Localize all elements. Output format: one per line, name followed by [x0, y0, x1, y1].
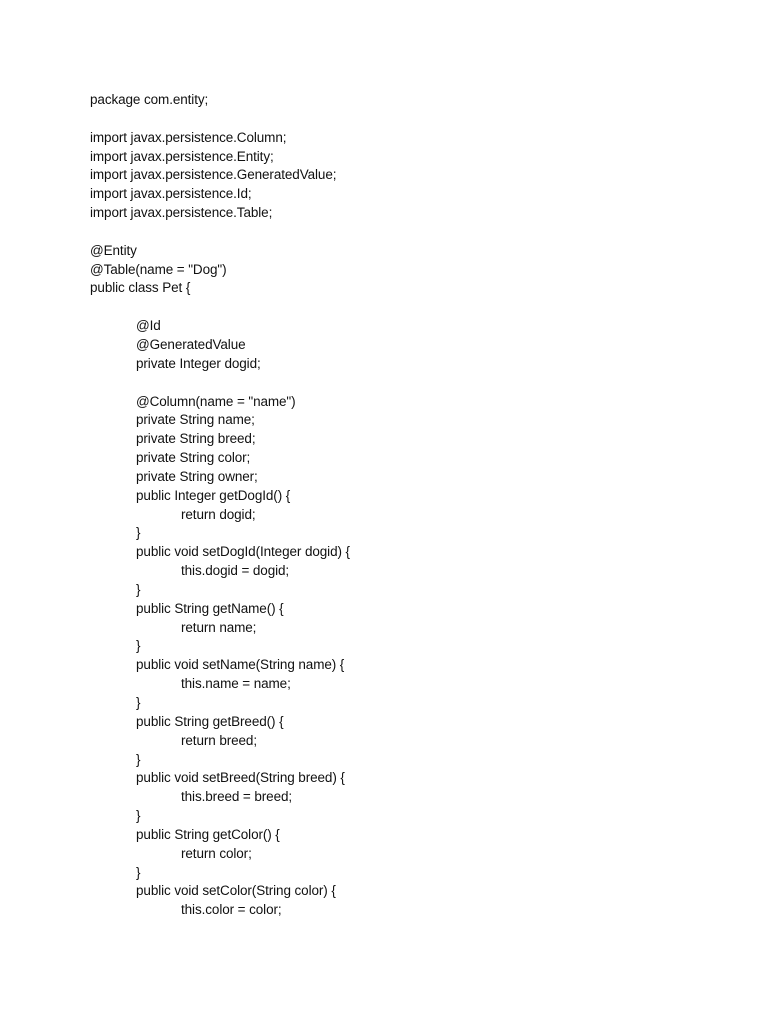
- blank-line: [90, 298, 350, 317]
- code-line: public void setColor(String color) {: [136, 883, 336, 899]
- code-line: import javax.persistence.Entity;: [90, 148, 274, 164]
- code-line: @Entity: [90, 242, 137, 258]
- code-line: public String getName() {: [136, 600, 284, 616]
- code-line: }: [136, 808, 141, 824]
- code-line: public Integer getDogId() {: [136, 487, 291, 503]
- code-line: }: [136, 525, 141, 541]
- code-line: public void setDogId(Integer dogid) {: [136, 544, 350, 560]
- code-line: return color;: [181, 845, 252, 861]
- code-line: }: [136, 695, 141, 710]
- code-line: return breed;: [181, 732, 257, 748]
- code-line: this.dogid = dogid;: [181, 563, 290, 579]
- blank-line: [90, 374, 350, 393]
- code-line: private String breed;: [136, 431, 256, 447]
- code-line: @Id: [136, 318, 161, 334]
- code-line: return name;: [181, 619, 257, 635]
- code-line: public void setBreed(String breed) {: [136, 770, 345, 786]
- code-line: }: [136, 751, 141, 767]
- code-line: private Integer dogid;: [136, 355, 261, 371]
- code-line: public String getBreed() {: [136, 713, 284, 729]
- code-line: @GeneratedValue: [136, 336, 246, 352]
- code-line: import javax.persistence.GeneratedValue;: [90, 167, 337, 183]
- code-line: import javax.persistence.Column;: [90, 129, 287, 145]
- code-line: this.breed = breed;: [181, 789, 293, 805]
- code-line: }: [136, 864, 141, 880]
- blank-line: [90, 110, 350, 129]
- code-line: package com.entity;: [90, 92, 209, 107]
- code-line: private String owner;: [136, 468, 258, 484]
- code-line: }: [136, 638, 141, 654]
- code-line: this.name = name;: [181, 676, 291, 692]
- code-line: public class Pet {: [90, 280, 191, 296]
- code-line: public String getColor() {: [136, 826, 280, 842]
- code-line: import javax.persistence.Table;: [90, 205, 273, 221]
- code-line: }: [136, 581, 141, 597]
- code-listing: [90, 91, 350, 920]
- code-line: @Column(name = "name"): [136, 393, 296, 409]
- code-line: this.color = color;: [181, 902, 282, 918]
- code-line: @Table(name = "Dog"): [90, 261, 227, 277]
- code-line: return dogid;: [181, 506, 256, 522]
- code-line: import javax.persistence.Id;: [90, 186, 252, 202]
- code-line: public void setName(String name) {: [136, 657, 345, 673]
- code-line: private String name;: [136, 412, 255, 428]
- code-line: private String color;: [136, 450, 251, 466]
- blank-line: [90, 223, 350, 242]
